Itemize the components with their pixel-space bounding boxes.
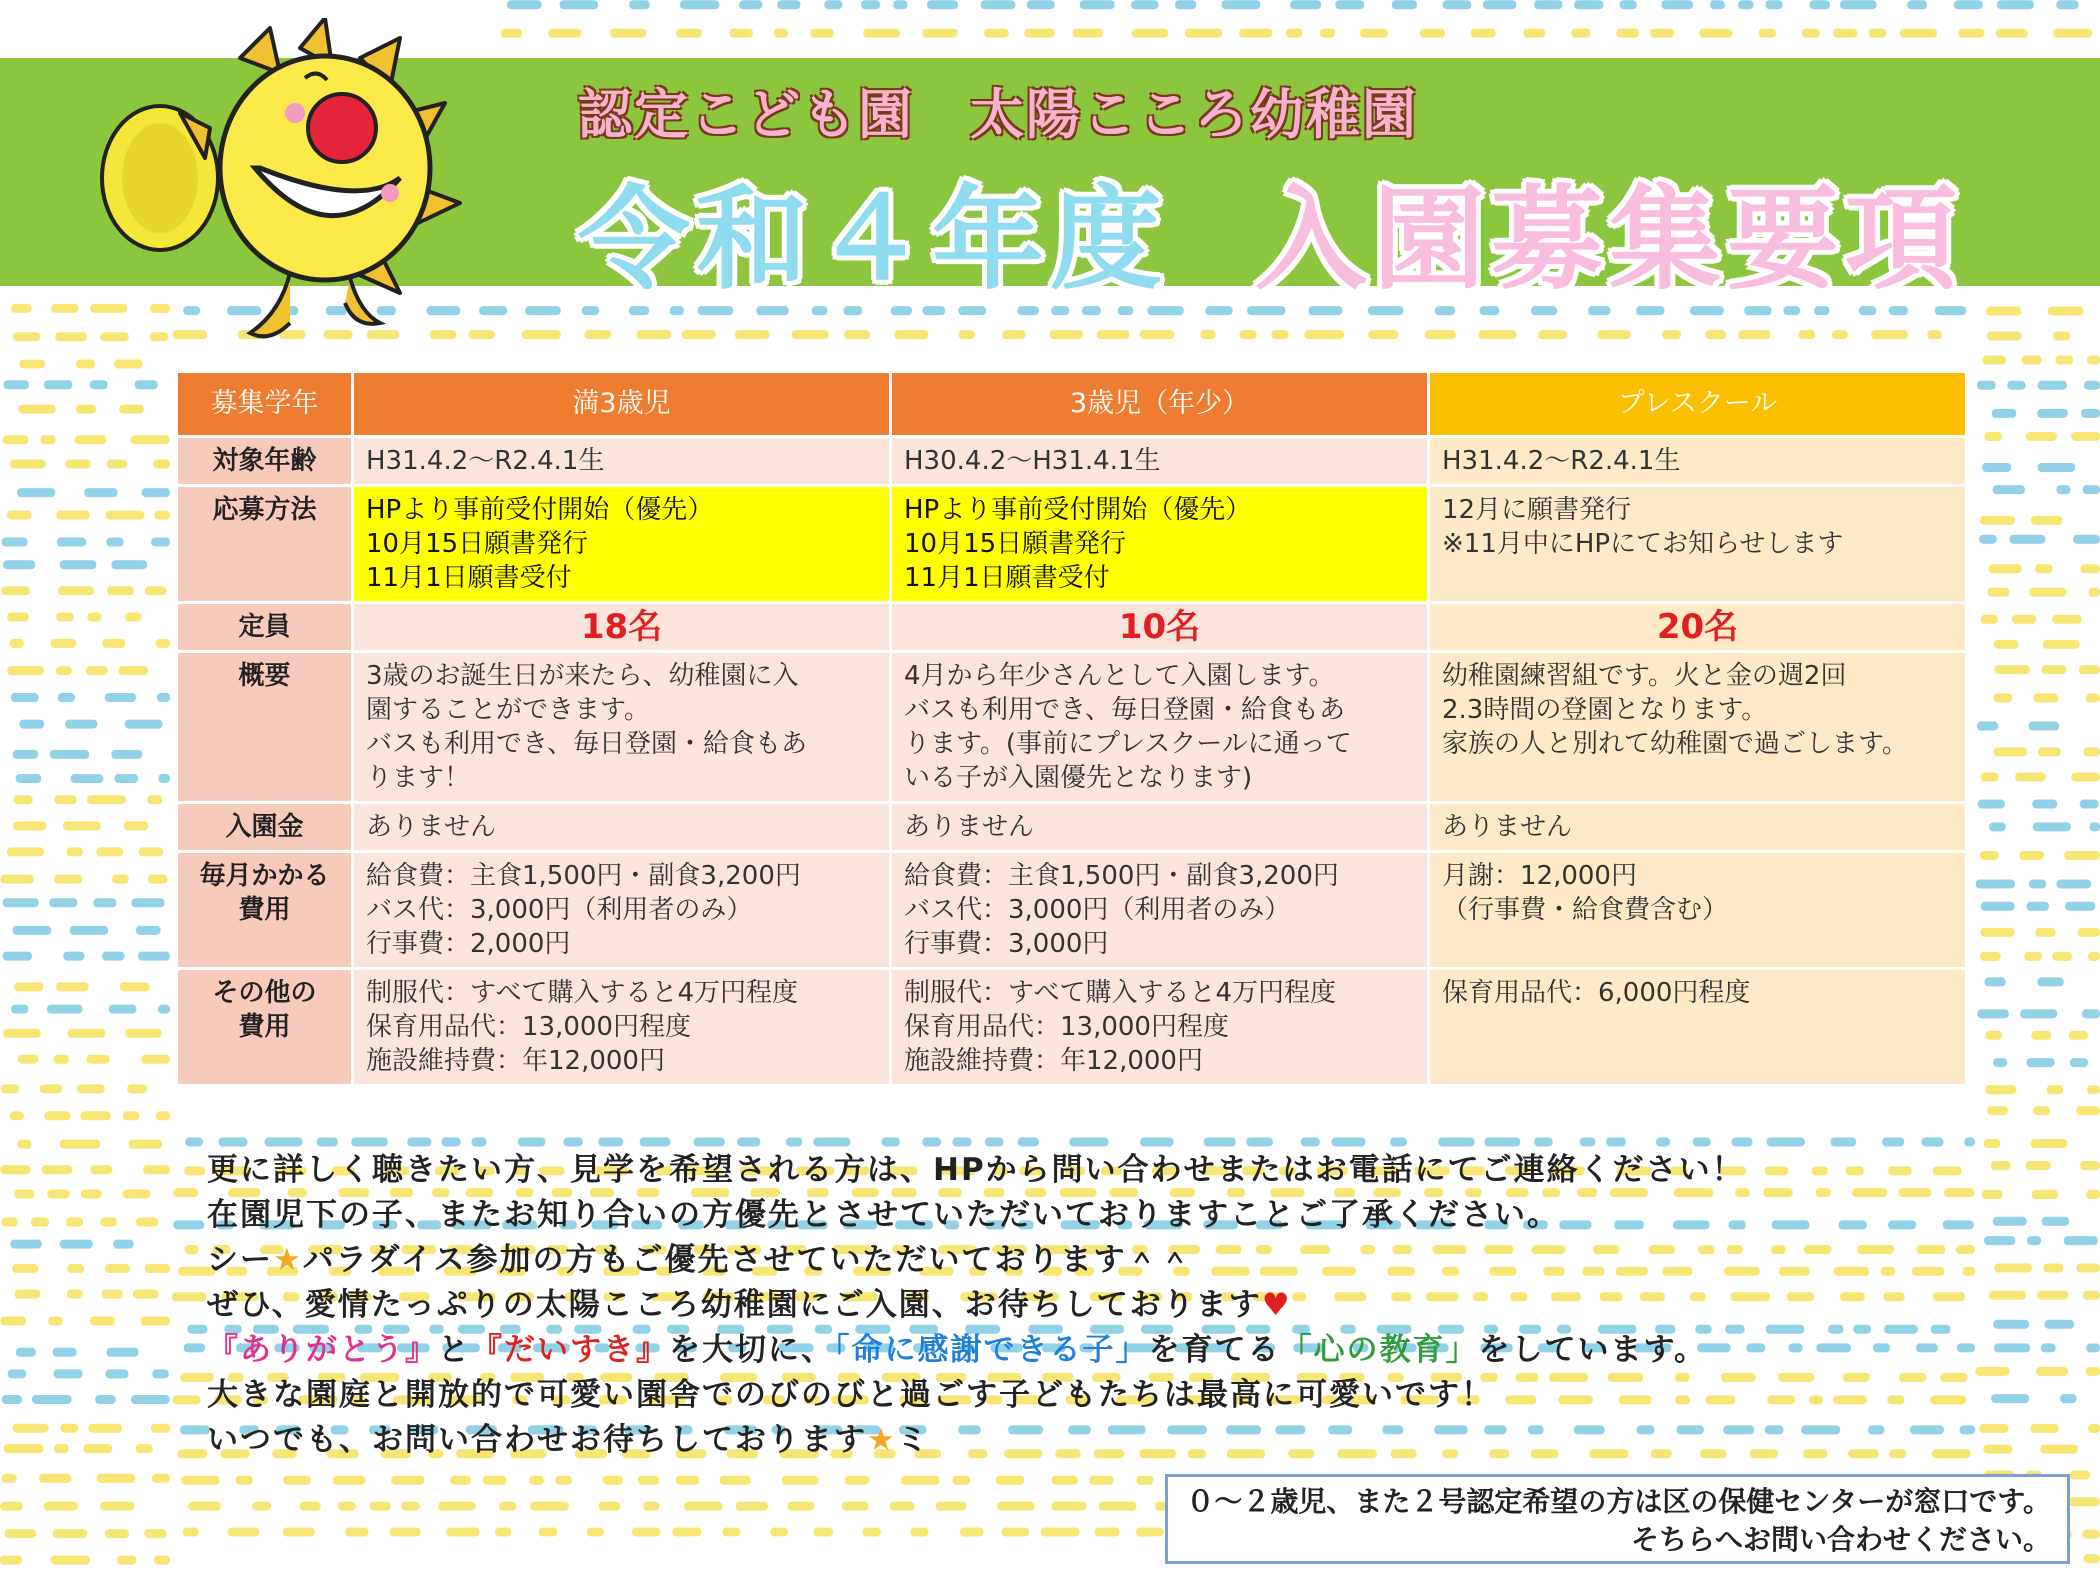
row-label-text: 費用 [238,895,291,925]
row-label-text: 概要 [238,661,291,691]
note-line [207,1328,1745,1373]
table-cell [891,486,1429,603]
note-line [207,1238,1745,1283]
table-row [177,852,1967,969]
cell-text: 11月1日願書受付 [366,563,572,593]
cell-text: ります。(事前にプレスクールに通って [904,729,1352,759]
note-text: ぜひ、愛情たっぷりの太陽こころ幼稚園にご入園、お待ちしております [207,1287,1262,1323]
row-label-text: 費用 [238,1012,291,1042]
cell-text: （行事費・給食費含む） [1442,895,1729,925]
table-cell [1429,852,1967,969]
title-recruitment: 入園募集要項 [1255,175,1963,305]
cell-text: 家族の人と別れて幼稚園で過ごします。 [1442,729,1908,759]
cell-text: HPより事前受付開始（優先） [366,495,714,525]
star-icon: ★ [867,1422,897,1458]
note-line: 在園児下の子、またお知り合いの方優先とさせていただいておりますことご了承ください。 [207,1197,1560,1233]
cell-text: バスも利用でき、毎日登園・給食もあ [904,695,1345,725]
cell-text: 施設維持費：年12,000円 [904,1046,1203,1076]
heart-icon: ♥ [1261,1287,1292,1323]
table-row [177,437,1967,486]
row-label-text: 毎月かかる [199,861,330,891]
note-text: を大切に、 [669,1332,834,1368]
capacity-cell [353,603,891,652]
cell-text: 保育用品代：6,000円程度 [1442,978,1751,1008]
cell-text: 給食費：主食1,500円・副食3,200円 [904,861,1339,891]
cell-text: ありません [1442,812,1573,842]
cell-text: HPより事前受付開始（優先） [904,495,1252,525]
capacity-cell [1429,603,1967,652]
cell-text: 園することができます。 [366,695,650,725]
recruitment-table [175,370,1968,1087]
table-cell [353,969,891,1086]
note-text: 「命に感謝できる子」 [834,1332,1149,1368]
note-text: 『ありがとう』 [207,1332,438,1368]
cell-text: 幼稚園練習組です。火と金の週2回 [1442,661,1847,691]
table-header-row [177,372,1967,437]
table-row [177,603,1967,652]
note-line: 更に詳しく聴きたい方、見学を希望される方は、HPから問い合わせまたはお電話にてご連絡ください！ [207,1152,1745,1188]
table-row [177,486,1967,603]
table-cell [353,486,891,603]
note-text: をしています。 [1478,1332,1708,1368]
cell-text: 10月15日願書発行 [366,529,589,559]
table-cell [353,437,891,486]
table-row [177,652,1967,803]
cell-text: 行事費：3,000円 [904,929,1109,959]
table-cell [1429,803,1967,852]
cell-text: バスも利用でき、毎日登園・給食もあ [366,729,807,759]
note-text: シー [207,1242,273,1278]
cell-text: H31.4.2～R2.4.1生 [366,446,605,476]
cell-text: 18名 [580,607,663,647]
health-center-notice [1165,1474,2070,1564]
capacity-cell [891,603,1429,652]
cell-text: 3歳のお誕生日が来たら、幼稚園に入 [366,661,799,691]
table-cell [1429,437,1967,486]
table-cell [353,852,891,969]
cell-text: ありません [366,812,497,842]
sun-mascot-icon [100,18,570,363]
table-cell [1429,969,1967,1086]
cell-text: 2.3時間の登園となります。 [1442,695,1768,725]
cell-text: ります！ [366,763,471,793]
row-label-text: 応募方法 [212,495,317,525]
cell-text: バス代：3,000円（利用者のみ） [904,895,1291,925]
table-cell [891,803,1429,852]
table-cell [891,852,1429,969]
table-cell [891,652,1429,803]
cell-text: 行事費：2,000円 [366,929,571,959]
column-header: プレスクール [1429,372,1967,437]
cell-text: バス代：3,000円（利用者のみ） [366,895,753,925]
row-label [177,803,353,852]
column-header: 募集学年 [177,372,353,437]
star-icon: ★ [273,1242,303,1278]
note-text: パラダイス参加の方もご優先させていただいております＾＾ [302,1242,1193,1278]
cell-text: 10名 [1118,607,1201,647]
cell-text: 制服代：すべて購入すると4万円程度 [366,978,799,1008]
row-label [177,652,353,803]
cell-text: 施設維持費：年12,000円 [366,1046,665,1076]
cell-text: 10月15日願書発行 [904,529,1127,559]
cell-text: 月謝：12,000円 [1442,861,1637,891]
row-label-text: 対象年齢 [212,446,317,476]
table-cell [353,652,891,803]
cell-text: H31.4.2～R2.4.1生 [1442,446,1681,476]
column-header: 満3歳児 [353,372,891,437]
table-row [177,969,1967,1086]
cell-text: 12月に願書発行 [1442,495,1632,525]
note-text: と [438,1332,471,1368]
row-label-text: その他の [212,978,317,1008]
row-label [177,486,353,603]
cell-text: 11月1日願書受付 [904,563,1110,593]
table-cell [353,803,891,852]
cell-text: 保育用品代：13,000円程度 [904,1012,1229,1042]
table-cell [891,437,1429,486]
row-label [177,603,353,652]
note-line [207,1418,1745,1463]
cell-text: 保育用品代：13,000円程度 [366,1012,691,1042]
table-cell [1429,652,1967,803]
note-text: を育てる [1148,1332,1281,1368]
row-label [177,852,353,969]
table-row [177,803,1967,852]
cell-text: H30.4.2～H31.4.1生 [904,446,1161,476]
note-line: 大きな園庭と開放的で可愛い園舎でのびのびと過ごす子どもたちは最高に可愛いです！ [207,1377,1494,1413]
cell-text: ありません [904,812,1035,842]
notes-section [207,1148,1745,1463]
cell-text: 4月から年少さんとして入園します。 [904,661,1335,691]
column-header: 3歳児（年少） [891,372,1429,437]
school-name: 認定こども園 太陽こころ幼稚園 [578,83,1418,146]
note-text: 『だいすき』 [471,1332,669,1368]
row-label-text: 入園金 [225,812,304,842]
table-cell [1429,486,1967,603]
row-label [177,969,353,1086]
cell-text: ※11月中にHPにてお知らせします [1442,529,1844,559]
cell-text: 20名 [1656,607,1739,647]
note-line [207,1283,1745,1328]
notice-line: そちらへお問い合わせください。 [1630,1523,2051,1556]
cell-text: いる子が入園優先となります) [904,763,1253,793]
cell-text: 給食費：主食1,500円・副食3,200円 [366,861,801,891]
table-cell [891,969,1429,1086]
notice-line: ０～２歳児、また２号認定希望の方は区の保健センターが窓口です。 [1186,1485,2051,1518]
note-text: いつでも、お問い合わせお待ちしております [207,1422,867,1458]
cell-text: 制服代：すべて購入すると4万円程度 [904,978,1337,1008]
row-label [177,437,353,486]
row-label-text: 定員 [238,612,291,642]
note-text: 「心の教育」 [1280,1332,1479,1368]
title-year: 令和４年度 [578,175,1168,305]
note-text: ミ [896,1422,930,1458]
